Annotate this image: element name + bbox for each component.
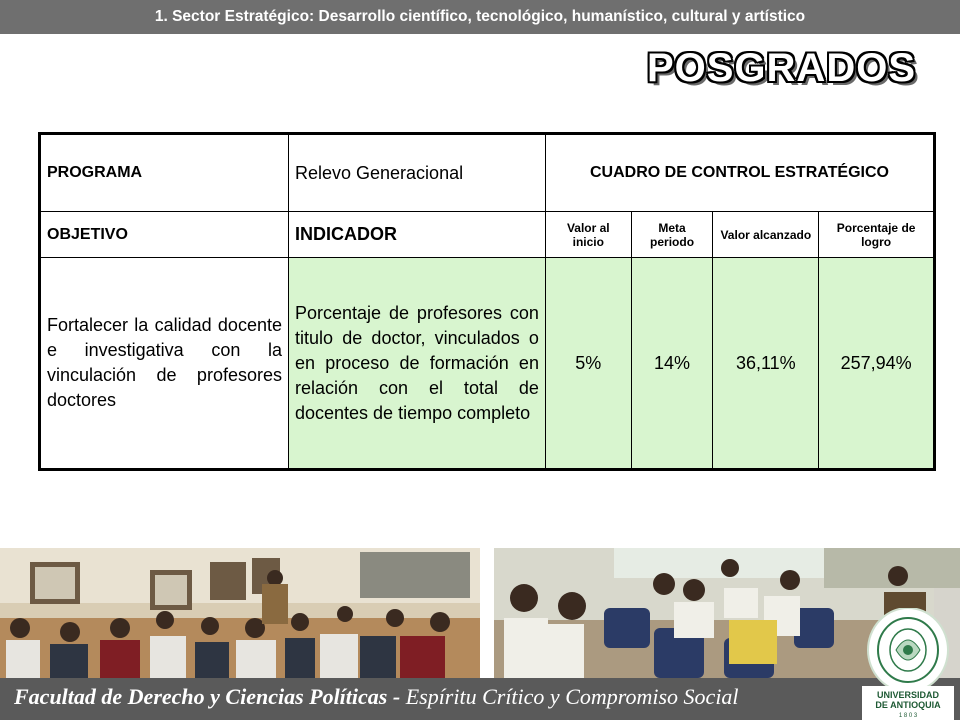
footer-bar [0, 678, 960, 720]
programa-label: PROGRAMA [40, 134, 289, 212]
col-meta-periodo: Meta periodo [631, 212, 713, 258]
strategic-control-table [38, 132, 936, 471]
universidad-de-antioquia-logo [862, 608, 954, 720]
objetivo-label: OBJETIVO [40, 212, 289, 258]
footer-faculty: Facultad de Derecho y Ciencias Políticas [14, 684, 388, 709]
programa-value: Relevo Generacional [288, 134, 545, 212]
col-valor-inicio: Valor al inicio [545, 212, 631, 258]
valor-inicio-value: 5% [545, 258, 631, 470]
footer-separator: - [387, 684, 406, 709]
indicador-text: Porcentaje de profesores con titulo de doctor, vinculados o en proceso de formación en relación con el total de docentes de tiempo completo [288, 258, 545, 470]
sector-header-bar: 1. Sector Estratégico: Desarrollo científico, tecnológico, humanístico, cultural y artístico [0, 0, 960, 34]
valor-alcanzado-value: 36,11% [713, 258, 819, 470]
porcentaje-logro-value: 257,94% [819, 258, 935, 470]
logo-line2: DE ANTIOQUIA [875, 700, 941, 710]
page-title: POSGRADOS [646, 46, 916, 90]
meta-periodo-value: 14% [631, 258, 713, 470]
objetivo-text: Fortalecer la calidad docente e investigativa con la vinculación de profesores doctores [40, 258, 289, 470]
indicador-label: INDICADOR [288, 212, 545, 258]
logo-line1: UNIVERSIDAD [876, 690, 940, 700]
classroom-photo-left [0, 548, 480, 678]
cuadro-de-control-header: CUADRO DE CONTROL ESTRATÉGICO [545, 134, 934, 212]
col-valor-alcanzado: Valor alcanzado [713, 212, 819, 258]
photo-strip [0, 548, 960, 678]
footer-motto: Espíritu Crítico y Compromiso Social [405, 684, 739, 709]
logo-line3: 1 8 0 3 [898, 713, 918, 719]
footer-text [14, 684, 739, 710]
col-porcentaje-logro: Porcentaje de logro [819, 212, 935, 258]
